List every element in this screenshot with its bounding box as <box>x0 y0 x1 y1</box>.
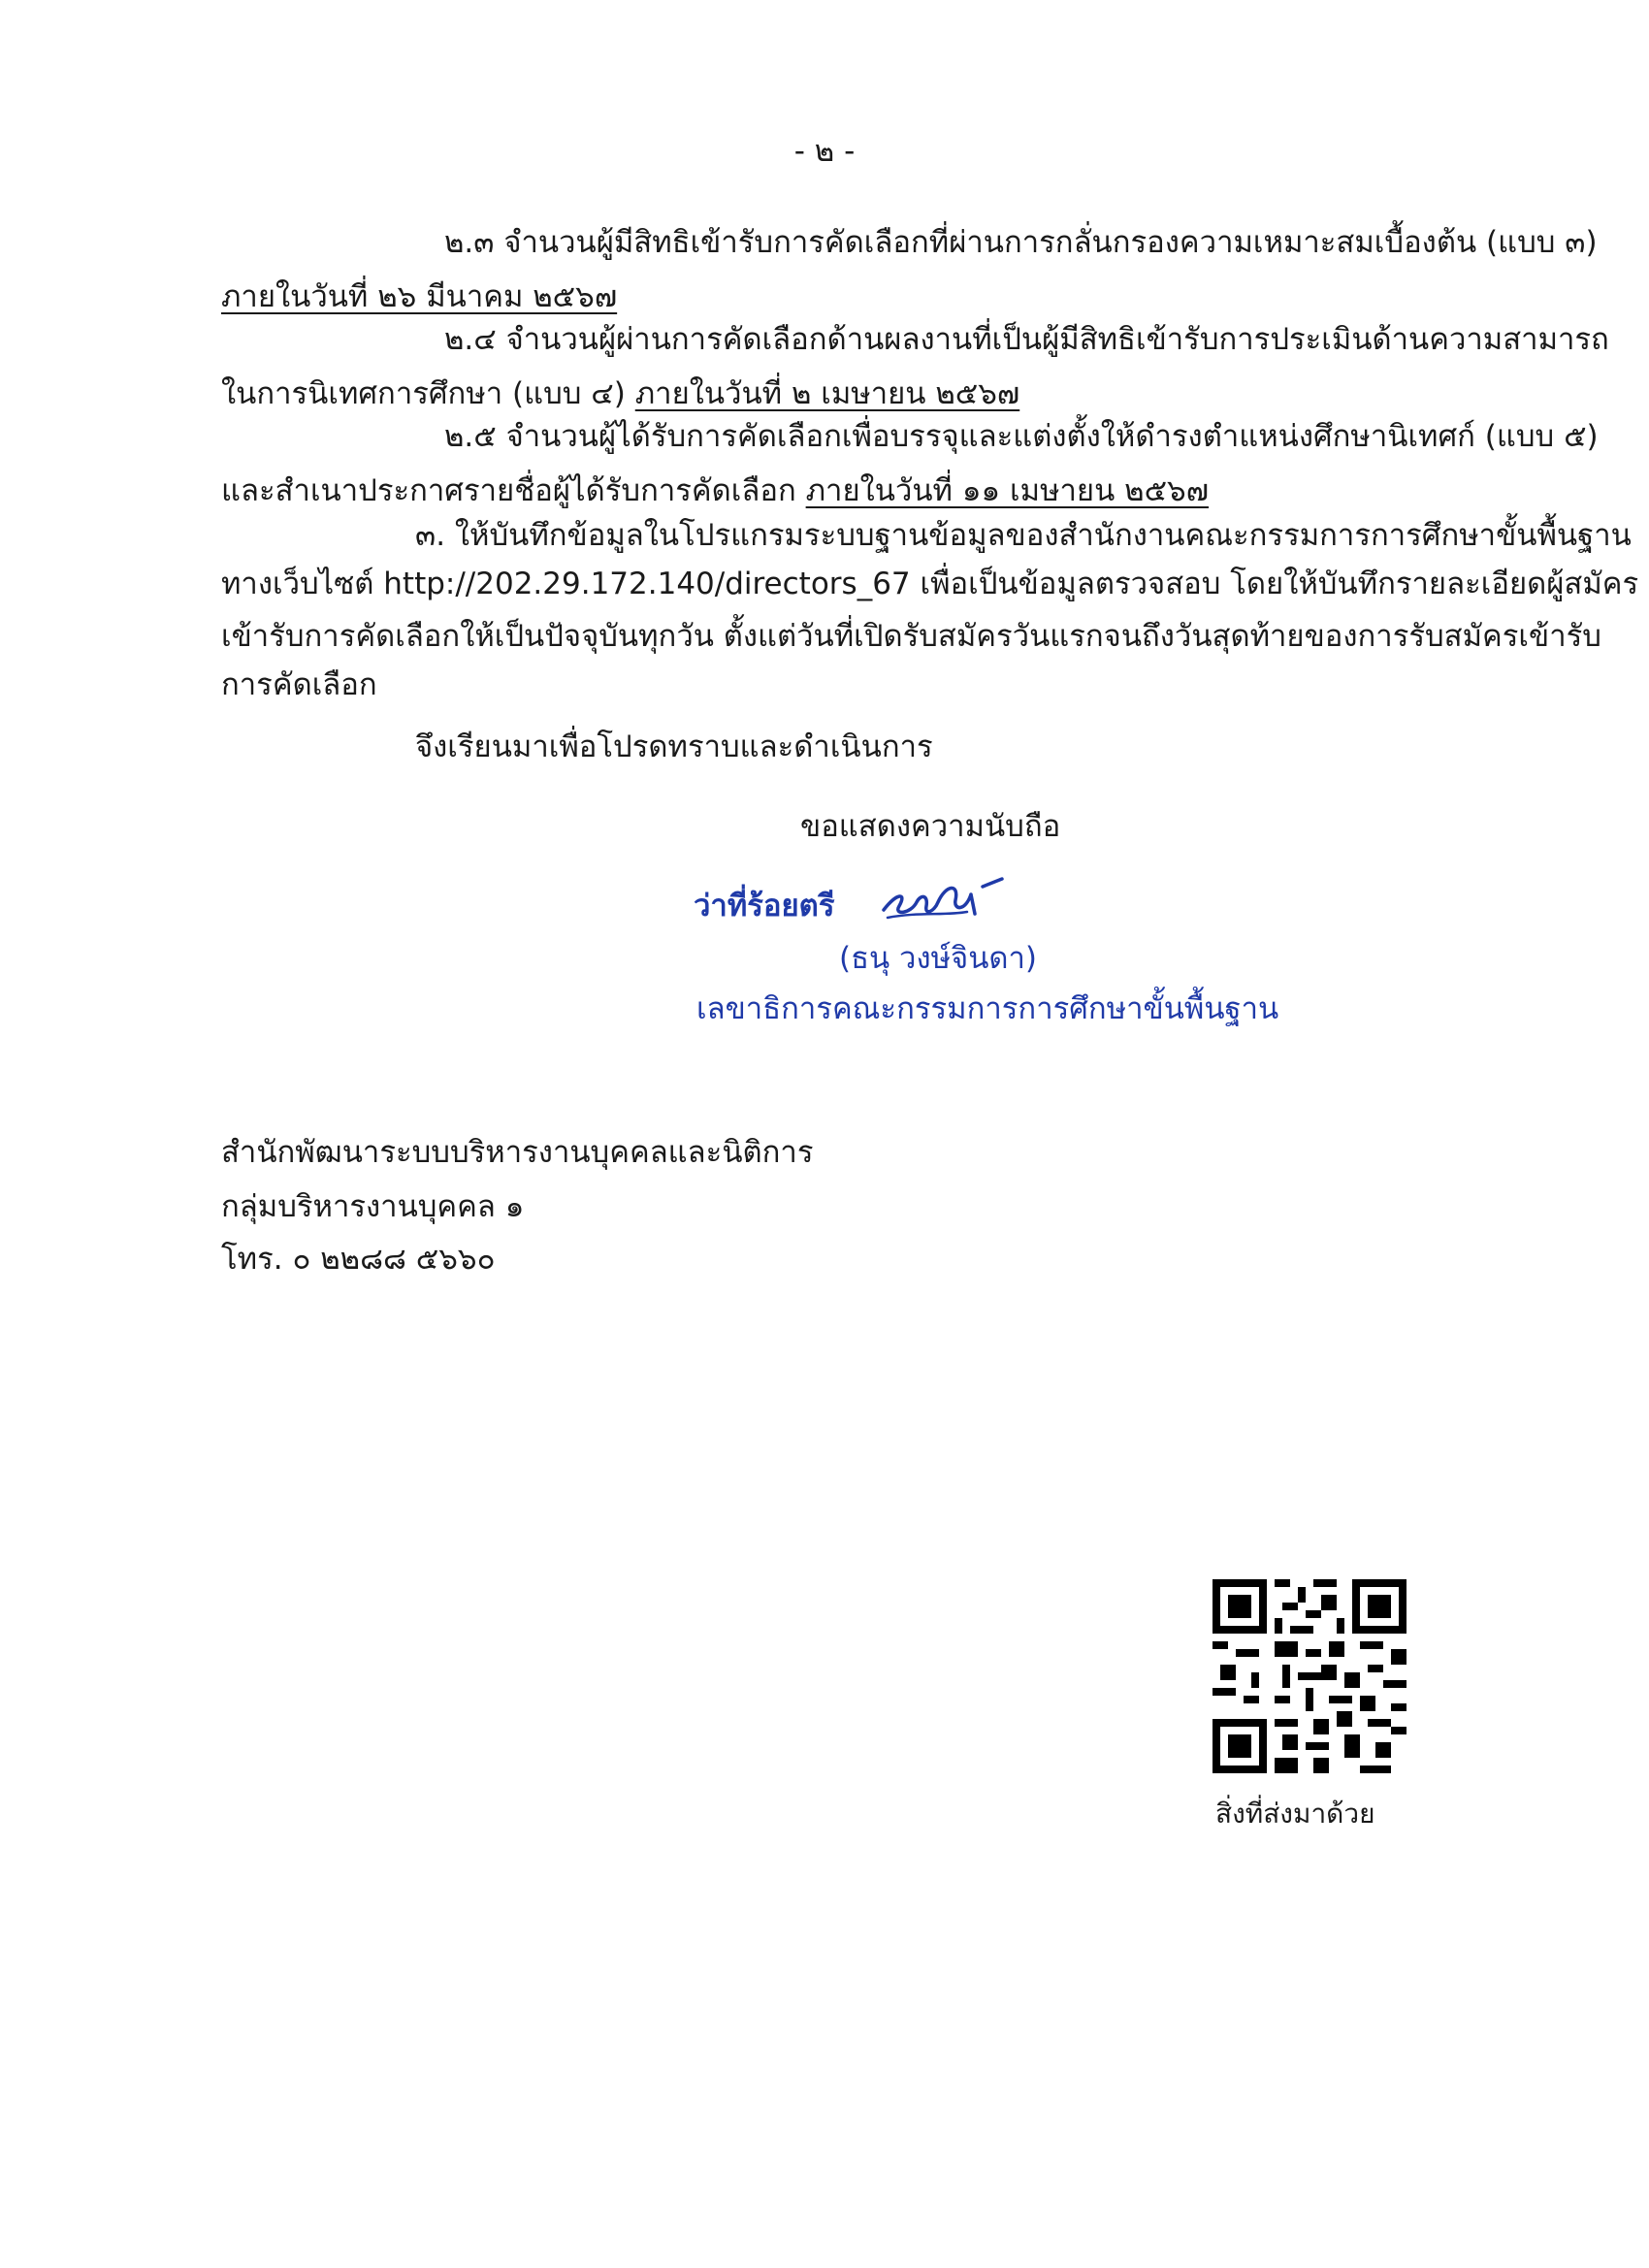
signer-name: (ธนุ วงษ์จินดา) <box>839 941 1038 976</box>
sender-phone: โทร. ๐ ๒๒๘๘ ๕๖๖๐ <box>221 1242 496 1277</box>
attachment-label: สิ่งที่ส่งมาด้วย <box>1215 1798 1375 1830</box>
signer-position: เลขาธิการคณะกรรมการการศึกษาขั้นพื้นฐาน <box>696 991 1279 1026</box>
item-3-line2: ทางเว็บไซต์ http://202.29.172.140/directors_67 เพื่อเป็นข้อมูลตรวจสอบ โดยให้บันทึกรายละเอียดผู้สมัคร <box>221 567 1639 601</box>
page-number: - ๒ - <box>793 134 856 169</box>
item-2-5-line1: ๒.๕ จำนวนผู้ได้รับการคัดเลือกเพื่อบรรจุและแต่งตั้งให้ดำรงตำแหน่งศึกษานิเทศก์ (แบบ ๕) <box>444 419 1599 454</box>
item-2-4-deadline: ภายในวันที่ ๒ เมษายน ๒๕๖๗ <box>634 376 1020 411</box>
item-3-line3: เข้ารับการคัดเลือกให้เป็นปัจจุบันทุกวัน ตั้งแต่วันที่เปิดรับสมัครวันแรกจนถึงวันสุดท้ายของการรับสมัครเข้ารับ <box>221 619 1601 654</box>
item-2-5-line2-text: และสำเนาประกาศรายชื่อผู้ได้รับการคัดเลือก <box>221 473 796 508</box>
regards: ขอแสดงความนับถือ <box>800 809 1061 844</box>
sender-office: สำนักพัฒนาระบบบริหารงานบุคคลและนิติการ <box>221 1135 814 1170</box>
closing-sentence: จึงเรียนมาเพื่อโปรดทราบและดำเนินการ <box>415 729 933 764</box>
item-2-5-deadline: ภายในวันที่ ๑๑ เมษายน ๒๕๖๗ <box>805 473 1210 508</box>
item-2-5-line2 <box>221 470 1209 512</box>
item-2-4-line2 <box>221 373 1019 415</box>
qr-code[interactable] <box>1212 1579 1406 1773</box>
item-2-4-line2-text: ในการนิเทศการศึกษา (แบบ ๔) <box>221 376 626 411</box>
handwritten-signature <box>878 873 1023 931</box>
item-2-3-line1: ๒.๓ จำนวนผู้มีสิทธิเข้ารับการคัดเลือกที่ผ่านการกลั่นกรองความเหมาะสมเบื้องต้น (แบบ ๓) <box>444 225 1598 260</box>
signer-rank: ว่าที่ร้อยตรี <box>694 889 835 923</box>
item-3-line1: ๓. ให้บันทึกข้อมูลในโปรแกรมระบบฐานข้อมูลของสำนักงานคณะกรรมการการศึกษาขั้นพื้นฐาน <box>415 518 1632 553</box>
item-3-line4: การคัดเลือก <box>221 667 377 702</box>
sender-group: กลุ่มบริหารงานบุคคล ๑ <box>221 1189 525 1224</box>
item-2-4-line1: ๒.๔ จำนวนผู้ผ่านการคัดเลือกด้านผลงานที่เป็นผู้มีสิทธิเข้ารับการประเมินด้านความสามารถ <box>444 322 1609 357</box>
item-2-3-deadline: ภายในวันที่ ๒๖ มีนาคม ๒๕๖๗ <box>221 279 618 314</box>
